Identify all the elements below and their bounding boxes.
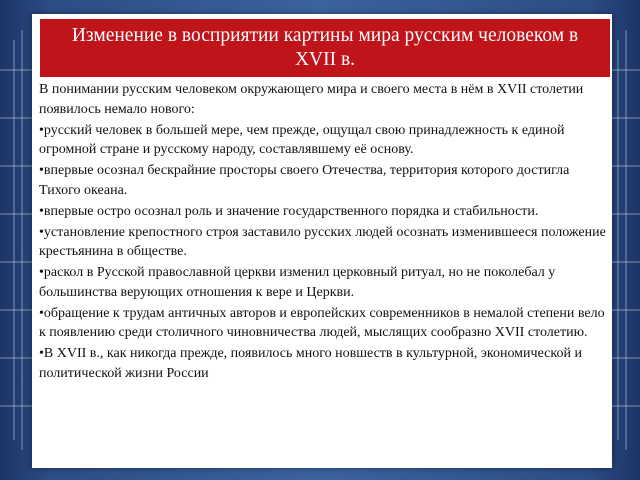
bullet-item: •обращение к трудам античных авторов и европейских современников в немалой степени вело к появлению среди столичного чиновничества людей, мыслящих сообразно XVII столетию.: [39, 305, 605, 340]
bullet-item: •впервые остро осознал роль и значение государственного порядка и стабильности.: [39, 203, 539, 219]
bullet-item: •впервые осознал бескрайние просторы своего Отечества, территория которого достигла Тихого океана.: [39, 163, 570, 198]
slide-body: [39, 80, 609, 385]
bullet-item: •раскол в Русской православной церкви изменил церковный ритуал, но не поколебал у большинства верующих отношения к вере и Церкви.: [39, 265, 556, 300]
bullet-item: •установление крепостного строя заставило русских людей осознать изменившееся положение крестьянина в обществе.: [39, 224, 606, 259]
bullet-item: •русский человек в большей мере, чем прежде, ощущал свою принадлежность к единой огромной стране и русскому народу, составлявшему её основу.: [39, 122, 565, 157]
bullet-item: •В XVII в., как никогда прежде, появилось много новшеств в культурной, экономической и политической жизни России: [39, 346, 582, 381]
slide-card: [32, 14, 612, 468]
slide-title: Изменение в восприятии картины мира русским человеком в XVII в.: [40, 19, 610, 77]
intro-paragraph: В понимании русским человеком окружающего мира и своего места в нём в XVII столетии появилось немало нового:: [39, 82, 584, 117]
